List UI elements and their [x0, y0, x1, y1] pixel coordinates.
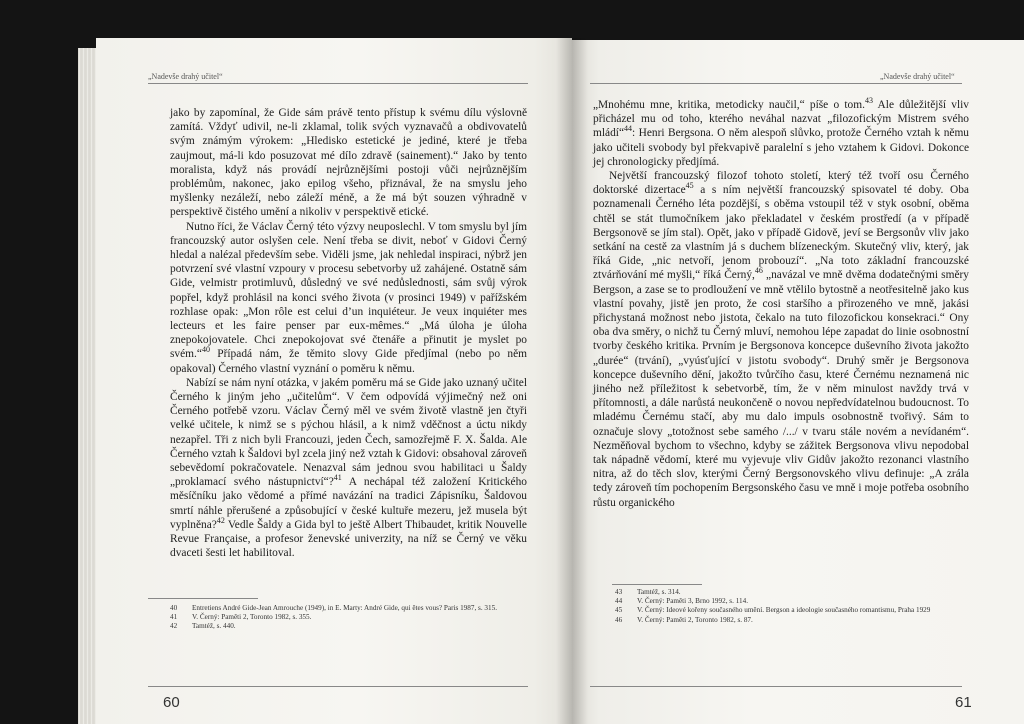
footnote: 41 V. Černý: Paměti 2, Toronto 1982, s. 355.: [170, 613, 312, 622]
spine-shadow: [556, 38, 588, 724]
left-footnotes: [170, 604, 527, 632]
left-page-number: 60: [163, 694, 180, 711]
left-paragraph-1: jako by zapomínal, že Gide sám právě tento přístup k svému dílu výslovně zamítá. Vždyť udivil, ne-li zklamal, tolik svých vyznavačů a obdivovatelů svým známým výrokem: „Hledisko estetické je jediné, které je třeba zaujmout, má-li kdo posuzovat mé dílo zdravě (sainement).“ Jako by tento moralista, když nás provádí nejrůznějšími postoji vůči nejrůznějším problémům, nakonec, jako epilog všeho, přiznával, že na smyslu jeho myšlenky nezáleží, nebo záleží méně, a že má být souzen výhradně v perspektivě čistého umění a nikoliv v perspektivě etické.: [170, 107, 527, 219]
left-footer-rule: [148, 686, 528, 687]
footnote: 45 V. Černý: Ideové kořeny současného umění. Bergson a ideologie současného romantismu, Praha 1929: [615, 606, 931, 615]
right-paragraph-2: Největší francouzský filozof tohoto století, který též tvoří osu Černého doktorské dizertace$^{45}$ a s ním největší francouzský spisovatel té doby. Oba poznamenali Černého léta pozdější, s oběma vstoupil též v styk osobní, oběma chtěl se stát tlumočníkem jako překladatel v českém prostředí (a v případě Bergsonově se jím stal). Opět, jako v případě Gidově, jeví se Bergsonův vliv jako setkání na cestě za vlastním já s duchem blízeneckým. Skutečný vliv, který, jak říká Gide, „nic netvoří, jenom probouzí“. „Na toto základní francouzské ztvárňování mé myšli,“ říká Černý,$^{46}$ „navázal ve mně dvěma dodatečnými směry Bergson, a zase se to prodloužení ve mně vtělilo bytostně a neotřesitelně jako kus vlastní povahy, jistě jen proto, že cosi staršího a přirozeného ve mně, jakási přichystaná možnost nebo jistota, čekalo na tuto filozofickou konsekraci.“ Ony oba dva směry, o nichž tu Černý mluví, nemohou lépe zapadat do linie osobnostní tvorby českého kritika. Prvním je Bergsonova koncepce duševního života jakožto „durée“ (trvání), „vyúsťující v jistotu svobody“. Druhý směr je Bergsonova koncepce duševního dění, jakožto tvůrčího času, které Černému neznamená nic jiného než příležitost k sebetvorbě, tím, že v něm minulost navždy trvá v přítomnosti, a dále narůstá neukončeně o novou nepředvídatelnou budoucnost. To mladému Černému stačí, aby mu dalo impuls osobnostně tvořivý. Sám to označuje slovy „totožnost sebe samého /.../ v tvaru stále novém a nevídaném“. Nezměňoval bychom to všechno, kdyby se zážitek Bergsonova vlivu nepodobal tak nápadně vědomí, které mu vyjevuje vliv Gidův jakožto rezonanci vlastního nitra, až do těch slov, kterými Černý Bergsonovského vlivu definuje: „A zrála tedy zároveň tím pochopením Bergsonského času ve mně i moje potřeba osobního růstu organického: [593, 170, 969, 509]
right-paragraph-1: „Mnohému mne, kritika, metodicky naučil,“ píše o tom.$^{43}$ Ale důležitější vliv přicházel mu od toho, kterého neváhal nazvat „filozofickým Mistrem svého mládí“$^{44}$: Henri Bergsona. O něm alespoň slůvko, protože Černého vztah k němu jako učiteli svobody byl překvapivě paralelní s jeho vztahem k Gidovi. Dokonce jej chronologicky předjímá.: [593, 96, 969, 168]
footnote-ref-43[interactable]: 43: [864, 96, 873, 106]
right-header-rule: [590, 83, 962, 84]
footnote: 44 V. Černý: Paměti 3, Brno 1992, s. 114.: [615, 597, 749, 606]
left-footnote-rule: [148, 598, 258, 599]
right-running-head: „Nadevše drahý učitel“: [880, 72, 955, 81]
left-paragraph-2: Nutno říci, že Václav Černý této výzvy neuposlechl. V tom smyslu byl jím francouzský autor oslyšen cele. Není třeba se divit, neboť v Gidovi Černý hledal a nalézal především sebe. Viděli jsme, jak nehledal inspiraci, nýbrž jen potvrzení své vlastní vzpoury v procesu sebetvorby už zahájené. Ostatně sám Gide, velmistr protimluvů, důsledný ve své nedůslednosti, sám svůj výrok popřel, když prohlásil na konci svého života (v prosinci 1949) v pařížském rozhlase opak: „Mon rôle est celui d’un inquiéteur. Je veux inquiéter mes lecteurs et les faire penser par eux-mêmes.“ „Má úloha je úloha znepokojovatele. Chci znepokojovat své čtenáře a přinutit je myslet po svém.“$^{40}$ Případá nám, že těmito slovy Gide předjímal (nebo po něm opakoval) Černého vlastní vyznání o poměru k němu.: [170, 220, 527, 375]
left-running-head: „Nadevše drahý učitel“: [148, 72, 223, 81]
footnote-ref-42[interactable]: 42: [216, 516, 225, 526]
right-page-number: 61: [955, 694, 972, 711]
footnote-ref-46[interactable]: 46: [754, 266, 763, 276]
right-body-text: [593, 98, 969, 510]
left-header-rule: [148, 83, 528, 84]
footnote-ref-44[interactable]: 44: [624, 124, 632, 134]
right-footnotes: [615, 588, 965, 625]
left-paragraph-3: Nabízí se nám nyní otázka, v jakém poměru má se Gide jako uznaný učitel Černého k jiným jeho „učitelům“. V čem odpovídá výjimečný než oni Černého potřebě vzoru. Václav Černý měl ve svém životě vlastně jen čtyři velké učitele, k nimž se s pýchou hlásil, a k nimž vděčnost a úctu nikdy nezapřel. Tři z nich byli Francouzi, jeden Čech, samozřejmě F. X. Šalda. Ale Černého vztah k Šaldovi byl zcela jiný než vztah k Gidovi: obsahoval zároveň sebevědomí pokračovatele. Nenazval sám jednou svou habilitaci u Šaldy „proklamací svého nástupnictví“?$^{41}$ A nechápal též založení Kritického měsíčníku jako vědomé a přímé navázání na tradici Zápisníku, Šaldovou smrtí náhle přerušené a způsobující v české kultuře mezeru, jež musela být vyplněna?$^{42}$ Vedle Šaldy a Gida byl to ještě Albert Thibaudet, kritik Nouvelle Revue Française, a profesor ženevské univerzity, na níž se Černý ve věku dvaceti šesti let habilitoval.: [170, 376, 527, 560]
right-footer-rule: [590, 686, 962, 687]
footnote-ref-40[interactable]: 40: [201, 345, 210, 355]
footnote: 42 Tamtéž, s. 440.: [170, 622, 236, 631]
right-footnote-rule: [612, 584, 702, 585]
footnote: 43 Tamtéž, s. 314.: [615, 588, 681, 596]
footnote: 40 Entretiens André Gide-Jean Amrouche (1949), in E. Marty: André Gide, qui êtes vous? Paris 1987, s. 315.: [170, 604, 498, 612]
footnote-ref-41[interactable]: 41: [333, 473, 342, 483]
footnote: 46 V. Černý: Paměti 2, Toronto 1982, s. 87.: [615, 615, 753, 624]
footnote-ref-45[interactable]: 45: [685, 181, 694, 191]
left-body-text: [170, 106, 527, 561]
